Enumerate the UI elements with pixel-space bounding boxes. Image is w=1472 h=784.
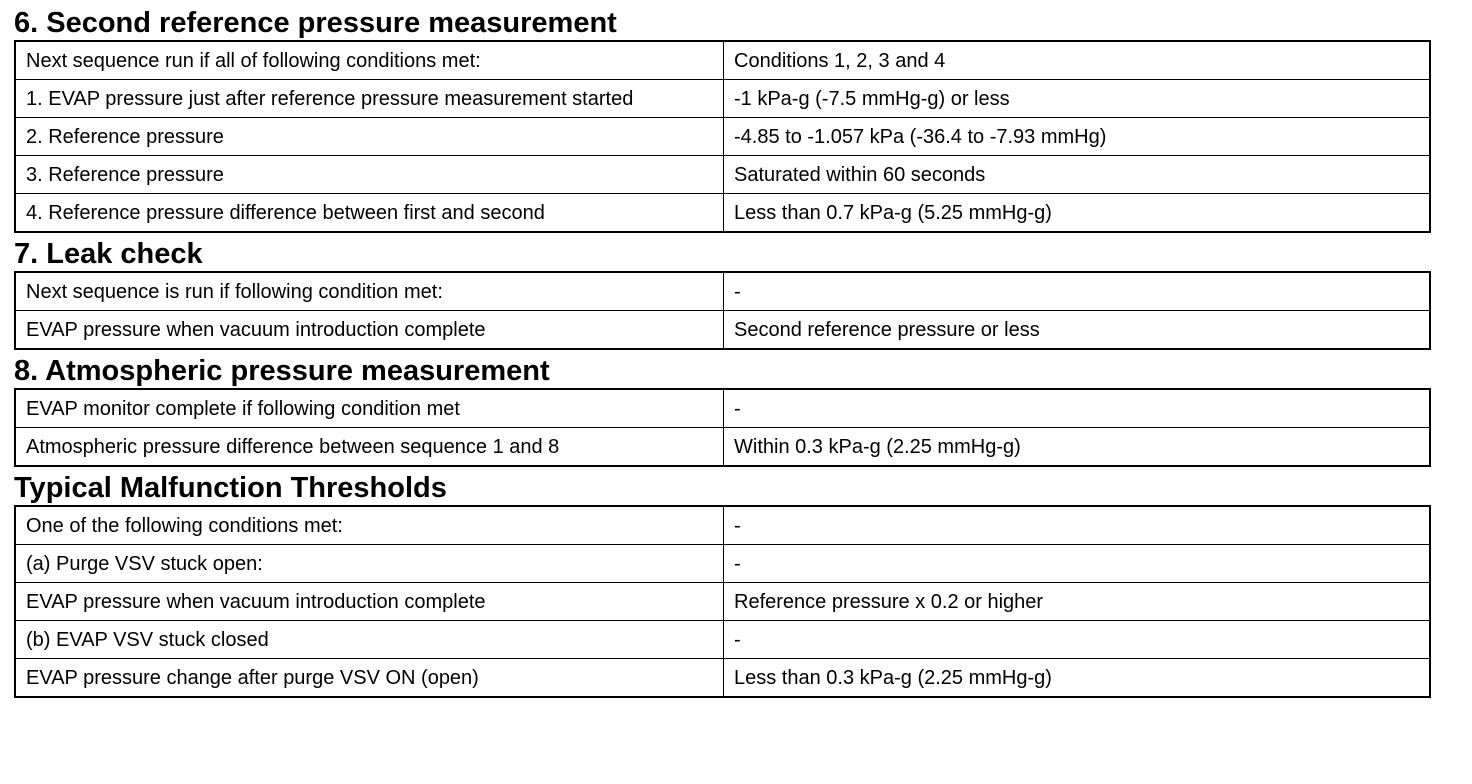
table-row xyxy=(15,506,1430,545)
table-row xyxy=(15,659,1430,698)
condition-cell: EVAP pressure change after purge VSV ON (open) xyxy=(15,659,724,698)
value-cell: Reference pressure x 0.2 or higher xyxy=(724,583,1431,621)
table-row xyxy=(15,428,1430,467)
value-cell: - xyxy=(724,389,1431,428)
table-row xyxy=(15,311,1430,350)
value-cell: Less than 0.3 kPa-g (2.25 mmHg-g) xyxy=(724,659,1431,698)
value-cell: Within 0.3 kPa-g (2.25 mmHg-g) xyxy=(724,428,1431,467)
conditions-table xyxy=(14,505,1431,698)
table-row xyxy=(15,272,1430,311)
table-row xyxy=(15,583,1430,621)
value-cell: - xyxy=(724,621,1431,659)
condition-cell: EVAP pressure when vacuum introduction complete xyxy=(15,583,724,621)
conditions-table xyxy=(14,40,1431,233)
table-row xyxy=(15,545,1430,583)
condition-cell: 2. Reference pressure xyxy=(15,118,724,156)
condition-cell: 3. Reference pressure xyxy=(15,156,724,194)
section-title: 7. Leak check xyxy=(14,238,203,270)
table-row xyxy=(15,389,1430,428)
condition-cell: 4. Reference pressure difference between first and second xyxy=(15,194,724,233)
value-cell: Second reference pressure or less xyxy=(724,311,1431,350)
document xyxy=(14,6,1432,702)
condition-cell: Next sequence is run if following condition met: xyxy=(15,272,724,311)
section-title: Typical Malfunction Thresholds xyxy=(14,472,447,504)
value-cell: Less than 0.7 kPa-g (5.25 mmHg-g) xyxy=(724,194,1431,233)
section-title: 8. Atmospheric pressure measurement xyxy=(14,355,550,387)
condition-cell: EVAP monitor complete if following condition met xyxy=(15,389,724,428)
table-row xyxy=(15,194,1430,233)
section-title: 6. Second reference pressure measurement xyxy=(14,7,617,39)
conditions-table xyxy=(14,271,1431,350)
value-cell: -4.85 to -1.057 kPa (-36.4 to -7.93 mmHg) xyxy=(724,118,1431,156)
table-row xyxy=(15,621,1430,659)
table-row xyxy=(15,156,1430,194)
table-row xyxy=(15,118,1430,156)
value-cell: Conditions 1, 2, 3 and 4 xyxy=(724,41,1431,80)
table-row xyxy=(15,80,1430,118)
condition-cell: Next sequence run if all of following conditions met: xyxy=(15,41,724,80)
condition-cell: (b) EVAP VSV stuck closed xyxy=(15,621,724,659)
condition-cell: (a) Purge VSV stuck open: xyxy=(15,545,724,583)
value-cell: -1 kPa-g (-7.5 mmHg-g) or less xyxy=(724,80,1431,118)
condition-cell: Atmospheric pressure difference between sequence 1 and 8 xyxy=(15,428,724,467)
table-row xyxy=(15,41,1430,80)
value-cell: Saturated within 60 seconds xyxy=(724,156,1431,194)
conditions-table xyxy=(14,388,1431,467)
condition-cell: 1. EVAP pressure just after reference pressure measurement started xyxy=(15,80,724,118)
condition-cell: EVAP pressure when vacuum introduction complete xyxy=(15,311,724,350)
value-cell: - xyxy=(724,506,1431,545)
value-cell: - xyxy=(724,272,1431,311)
condition-cell: One of the following conditions met: xyxy=(15,506,724,545)
value-cell: - xyxy=(724,545,1431,583)
